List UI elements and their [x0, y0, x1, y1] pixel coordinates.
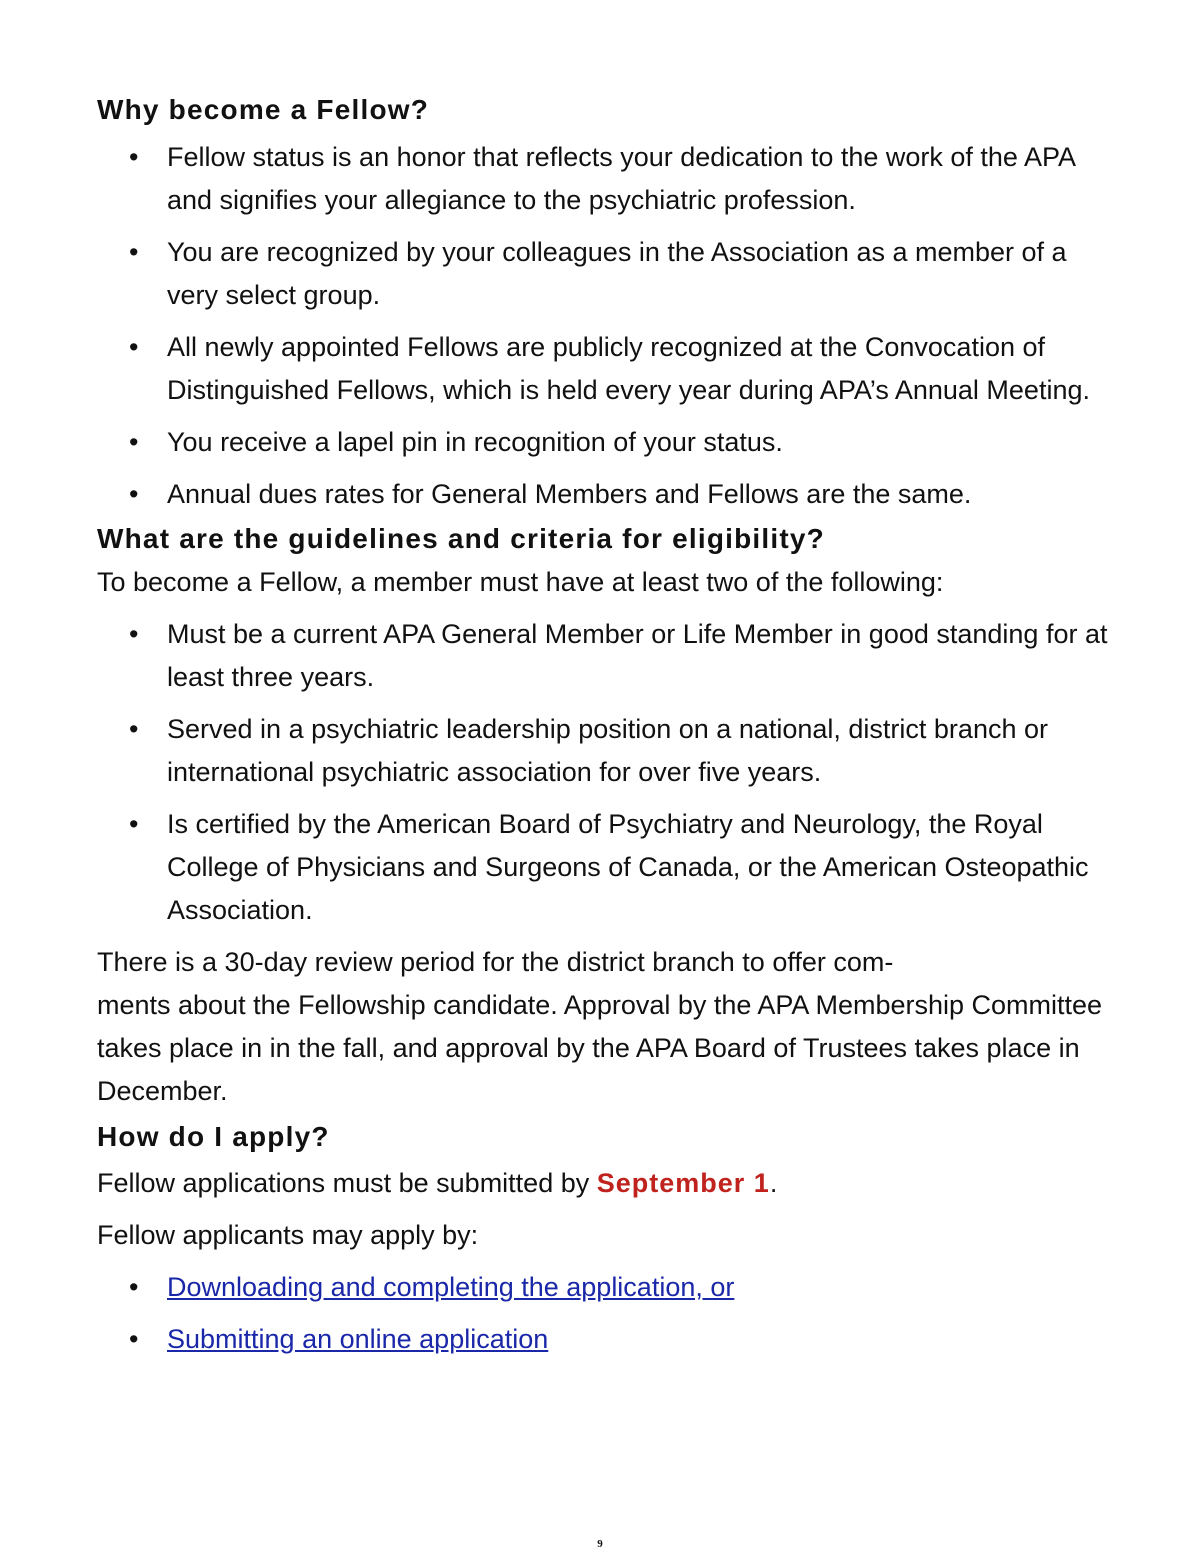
heading-why-become-fellow: Why become a Fellow? [97, 94, 430, 125]
bullet-icon: • [129, 714, 139, 745]
bullet-icon: • [129, 478, 139, 509]
list-item [97, 708, 1112, 794]
online-application-link[interactable]: Submitting an online application [167, 1323, 549, 1354]
bullet-icon: • [129, 1271, 139, 1302]
deadline-date: September 1 [596, 1167, 770, 1198]
review-line-1: There is a 30-day review period for the district branch to offer com- [97, 947, 894, 978]
deadline-text: Fellow applications must be submitted by [97, 1167, 597, 1198]
list-item [97, 1266, 1112, 1309]
list-item [97, 1318, 1112, 1361]
heading-eligibility: What are the guidelines and criteria for eligibility? [97, 522, 825, 554]
list-item-text: Must be a current APA General Member or Life Member in good standing for at least three years. [167, 619, 1108, 693]
bullet-icon: • [129, 426, 139, 457]
list-item [97, 473, 1112, 516]
deadline-paragraph [97, 1162, 1112, 1205]
heading-how-to-apply: How do I apply? [97, 1121, 330, 1153]
deadline-end: . [769, 1167, 778, 1198]
list-item-text: Fellow status is an honor that reflects your dedication to the work of the APA and signifies your allegiance to the psychiatric profession. [167, 141, 1075, 215]
bullet-icon: • [129, 331, 139, 362]
list-item-text: You are recognized by your colleagues in the Association as a member of a very select group. [167, 236, 1067, 310]
eligibility-intro: To become a Fellow, a member must have at least two of the following: [97, 567, 944, 598]
list-item [97, 421, 1112, 464]
bullet-icon: • [129, 1323, 139, 1354]
bullet-icon: • [129, 809, 139, 840]
list-item [97, 613, 1112, 699]
benefits-list [97, 136, 1112, 516]
list-item [97, 803, 1112, 932]
list-item-text: Served in a psychiatric leadership position on a national, district branch or international psychiatric association for over five years. [167, 714, 1048, 788]
bullet-icon: • [129, 141, 139, 172]
page-number: 9 [597, 1538, 603, 1550]
bullet-icon: • [129, 236, 139, 267]
list-item [97, 136, 1112, 222]
list-item-text: Is certified by the American Board of Psychiatry and Neurology, the Royal College of Physicians and Surgeons of Canada, or the American Osteopathic Association. [167, 809, 1089, 926]
apply-by-text: Fellow applicants may apply by: [97, 1219, 479, 1250]
document-page [97, 86, 1112, 1361]
list-item-text: Annual dues rates for General Members and Fellows are the same. [167, 478, 972, 509]
list-item-text: All newly appointed Fellows are publicly recognized at the Convocation of Distinguished Fellows, which is held every year during APA’s Annual Meeting. [167, 331, 1090, 405]
criteria-list [97, 613, 1112, 932]
list-item [97, 231, 1112, 317]
list-item [97, 326, 1112, 412]
review-period-paragraph [97, 941, 1112, 1113]
apply-options-list [97, 1266, 1112, 1361]
bullet-icon: • [129, 619, 139, 650]
review-line-2: ments about the Fellowship candidate. Approval by the APA Membership Committee takes place in in the fall, and approval by the APA Board of Trustees takes place in December. [97, 990, 1103, 1107]
list-item-text: You receive a lapel pin in recognition of your status. [167, 426, 783, 457]
download-application-link[interactable]: Downloading and completing the application, or [167, 1271, 735, 1302]
